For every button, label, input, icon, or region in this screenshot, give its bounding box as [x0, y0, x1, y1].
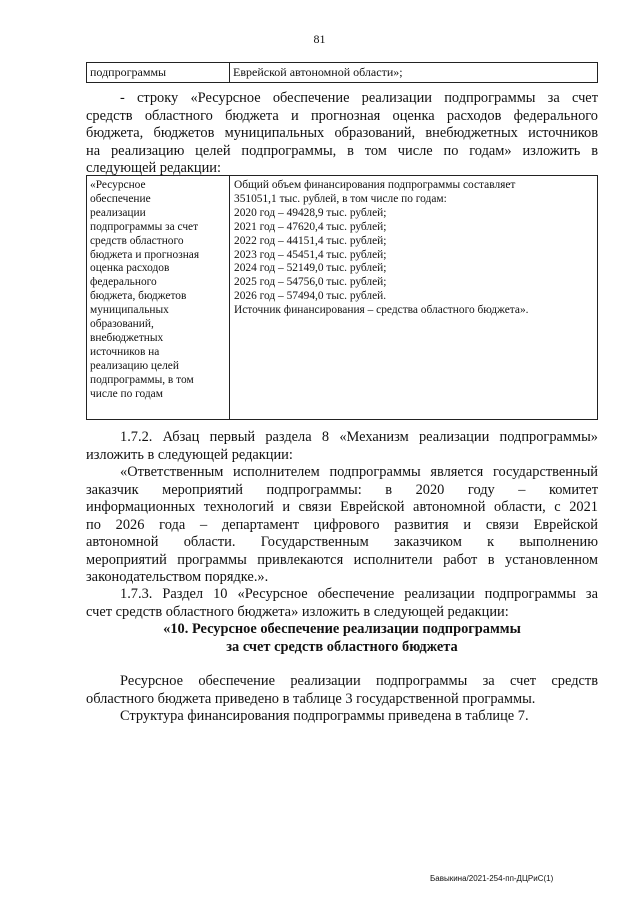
cell-line: реализацию целей — [90, 359, 179, 372]
heading-line: «10. Ресурсное обеспечение реализации подпрограммы — [163, 621, 521, 637]
text-line: на реализацию целей подпрограммы, в том числе по годам» изложить в — [86, 142, 598, 159]
table-top-fragment — [86, 62, 598, 83]
text-line: автономной области. Государственным заказчиком к выполнению — [86, 534, 598, 550]
cell-line: бюджета и прогнозная — [90, 248, 200, 261]
cell-line: источников на — [90, 345, 160, 358]
cell-line: бюджета, бюджетов — [90, 290, 187, 303]
cell-line: Источник финансирования – средства областного бюджета». — [234, 304, 529, 317]
text-line: по 2026 года – департамент цифрового развития и связи Еврейской — [86, 516, 598, 533]
table-row — [87, 176, 598, 420]
text-line: бюджета, бюджетов муниципальных образований, внебюджетных источников — [86, 125, 598, 141]
paragraph-responsible-executor — [86, 464, 598, 587]
text-line: информационных технологий и связи Еврейской автономной области, с 2021 — [86, 499, 598, 515]
text-line: мероприятий программы привлекаются исполнители работ в установленном — [86, 551, 598, 568]
cell-line: подпрограммы за счет — [90, 220, 199, 233]
paragraph-section-8 — [86, 429, 598, 464]
table-cell-left: подпрограммы — [87, 63, 230, 83]
paragraph-financing-structure — [86, 708, 598, 726]
text-line: изложить в следующей редакции: — [86, 446, 293, 463]
cell-line: 2026 год – 57494,0 тыс. рублей. — [234, 290, 387, 303]
cell-line: 351051,1 тыс. рублей, в том числе по годам: — [234, 192, 447, 205]
text-line: заказчик мероприятий подпрограммы: в 2020 году – комитет — [86, 481, 598, 498]
cell-line: федерального — [90, 276, 157, 289]
cell-line: оценка расходов — [90, 262, 170, 275]
text-line: - строку «Ресурсное обеспечение реализации подпрограммы за счет — [120, 90, 598, 106]
cell-line: 2020 год – 49428,9 тыс. рублей; — [234, 206, 387, 219]
table-cell-left — [87, 176, 230, 420]
paragraph-resource-provision — [86, 673, 598, 708]
cell-line: 2022 год – 44151,4 тыс. рублей; — [234, 234, 387, 247]
cell-line: 2023 год – 45451,4 тыс. рублей; — [234, 248, 387, 261]
heading-line: за счет средств областного бюджета — [226, 638, 458, 655]
cell-line: муниципальных — [90, 304, 169, 317]
cell-line: обеспечение — [90, 192, 151, 205]
text-line: Ресурсное обеспечение реализации подпрограммы за счет средств — [120, 673, 598, 689]
cell-line: реализации — [90, 206, 146, 219]
text-line: законодательством порядке.». — [86, 569, 269, 585]
table-resource-provision — [86, 175, 598, 420]
page-number: 81 — [313, 32, 326, 46]
cell-line: числе по годам — [90, 387, 163, 400]
table-row — [87, 63, 598, 83]
cell-line: средств областного — [90, 234, 184, 247]
text-line: Структура финансирования подпрограммы приведена в таблице 7. — [120, 708, 529, 724]
table-cell-right: Еврейской автономной области»; — [230, 63, 598, 83]
paragraph-section-10 — [86, 586, 598, 621]
text-line: 1.7.2. Абзац первый раздела 8 «Механизм реализации подпрограммы» — [120, 429, 598, 445]
cell-line: Общий объем финансирования подпрограммы составляет — [234, 179, 516, 191]
text-line: следующей редакции: — [86, 160, 221, 176]
document-footer-code: Бавыкина/2021-254-пп-ДЦРиС(1) — [430, 874, 554, 883]
cell-line: 2025 год – 54756,0 тыс. рублей; — [234, 276, 387, 289]
table-cell-right — [230, 176, 598, 420]
text-line: средств областного бюджета и прогнозная оценка расходов федерального — [86, 107, 598, 124]
cell-line: 2024 год – 52149,0 тыс. рублей; — [234, 262, 387, 275]
cell-line: «Ресурсное — [90, 179, 146, 191]
paragraph-resource-string — [86, 90, 598, 178]
cell-line: 2021 год – 47620,4 тыс. рублей; — [234, 220, 387, 233]
text-line: областного бюджета приведено в таблице 3 государственной программы. — [86, 690, 536, 707]
section-heading — [86, 621, 598, 656]
text-line: «Ответственным исполнителем подпрограммы является государственный — [120, 464, 598, 480]
cell-line: внебюджетных — [90, 331, 164, 344]
cell-line: подпрограммы, в том — [90, 373, 194, 386]
cell-line: образований, — [90, 318, 154, 331]
text-line: счет средств областного бюджета» изложить в следующей редакции: — [86, 603, 509, 620]
text-line: 1.7.3. Раздел 10 «Ресурсное обеспечение реализации подпрограммы за — [120, 586, 598, 602]
